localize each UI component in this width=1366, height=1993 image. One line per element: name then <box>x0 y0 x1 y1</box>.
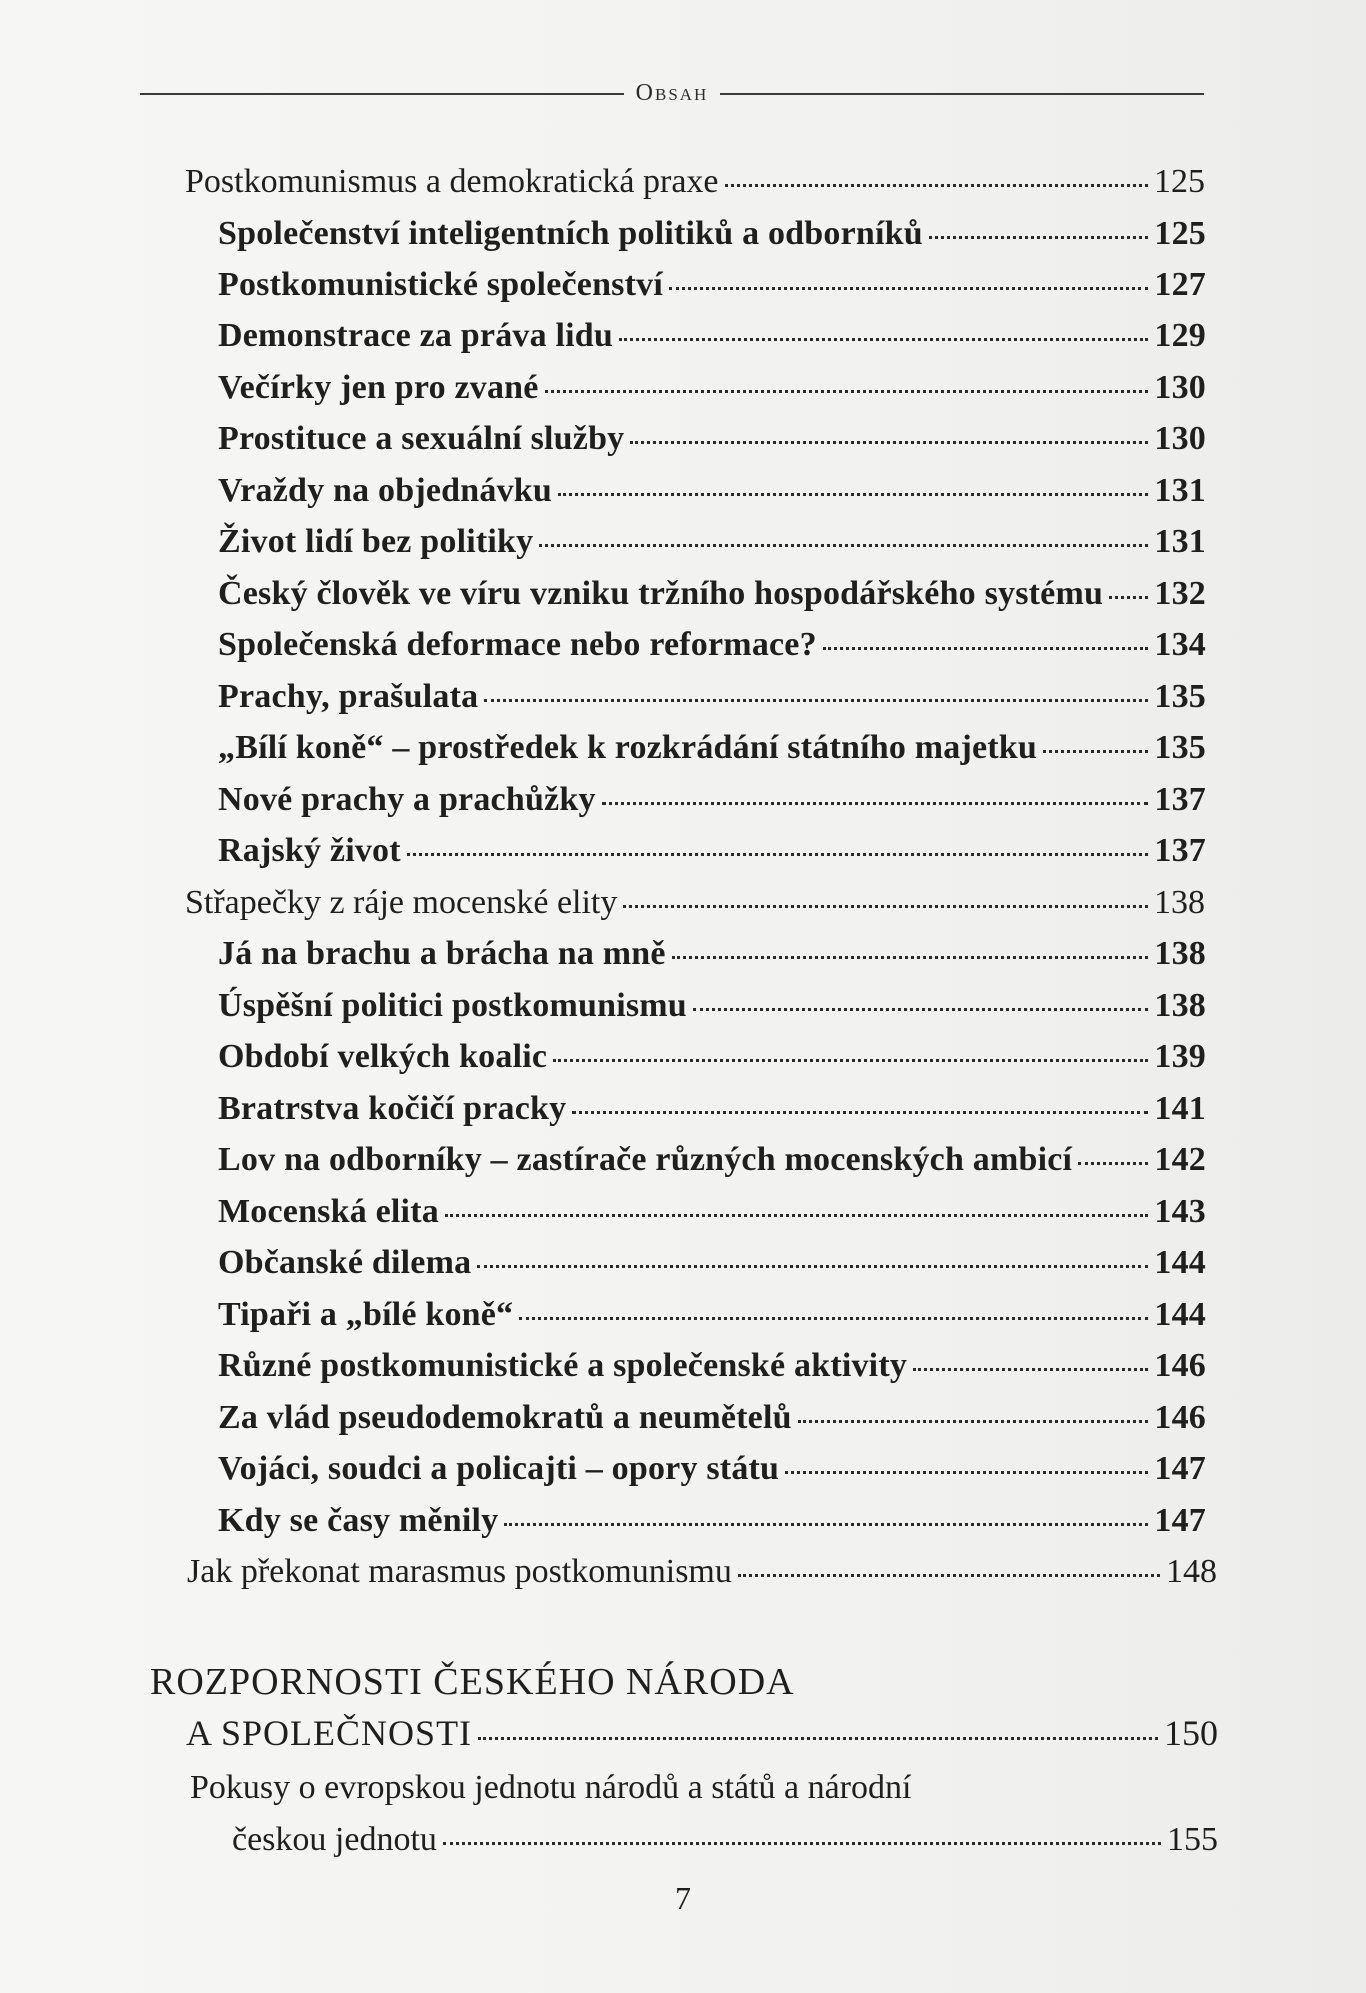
dot-leader <box>558 493 1148 496</box>
toc-entry-page: 147 <box>1154 1502 1206 1539</box>
toc-entry <box>218 1346 1206 1386</box>
dot-leader <box>407 853 1149 856</box>
toc-entry-page: 129 <box>1154 317 1206 354</box>
chapter-title-label: A SPOLEČNOSTI <box>186 1713 473 1753</box>
dot-leader <box>623 905 1148 908</box>
toc-entry-page: 130 <box>1154 420 1206 457</box>
toc-entry-page: 155 <box>1167 1821 1218 1858</box>
dot-leader <box>478 1737 1158 1740</box>
dot-leader <box>553 1059 1148 1062</box>
toc-entry-page: 125 <box>1154 215 1206 252</box>
toc-entry-page: 135 <box>1154 678 1206 715</box>
page-number: 7 <box>675 1880 691 1916</box>
chapter-title-line1: ROZPORNOSTI ČESKÉHO NÁRODA <box>150 1661 795 1703</box>
toc-entry-page: 138 <box>1154 987 1206 1024</box>
running-title: Obsah <box>635 80 709 106</box>
dot-leader <box>484 699 1148 702</box>
toc-entry-label: Různé postkomunistické a společenské aktivity <box>218 1347 908 1384</box>
toc-entry-page: 147 <box>1154 1450 1206 1487</box>
toc-entry <box>218 1089 1206 1129</box>
dot-leader <box>619 338 1148 341</box>
dot-leader <box>445 1214 1148 1217</box>
toc-entry-page: 132 <box>1154 575 1206 612</box>
toc-entry-page: 137 <box>1154 781 1206 818</box>
toc-entry <box>218 1449 1206 1489</box>
toc-entry-label: Tipaři a „bílé koně“ <box>218 1296 514 1333</box>
toc-entry-label: Jak překonat marasmus postkomunismu <box>187 1553 732 1590</box>
toc-entry-label: Za vlád pseudodemokratů a neumětelů <box>218 1399 792 1436</box>
dot-leader <box>738 1574 1160 1577</box>
toc-entry-label: Demonstrace za práva lidu <box>218 317 614 354</box>
toc-entry-label: Lov na odborníky – zastírače různých mocenských ambicí <box>218 1141 1073 1178</box>
toc-entry <box>218 625 1206 665</box>
toc-entry <box>218 522 1206 562</box>
toc-entry <box>218 1037 1206 1077</box>
toc-entry-label: Prachy, prašulata <box>218 678 479 715</box>
toc-entry <box>218 1140 1206 1180</box>
toc-entry-label: Nové prachy a prachůžky <box>218 781 596 818</box>
toc-entry-page: 131 <box>1154 472 1206 509</box>
toc-entry-label: Postkomunismus a demokratická praxe <box>185 163 719 200</box>
toc-entry-page: 130 <box>1154 369 1206 406</box>
toc-entry-label: Společenství inteligentních politiků a odborníků <box>218 215 923 252</box>
toc-entry <box>185 883 1205 923</box>
toc-entry <box>218 934 1206 974</box>
dot-leader <box>443 1842 1161 1845</box>
toc-entry <box>218 214 1206 254</box>
toc-entry-label: Střapečky z ráje mocenské elity <box>185 884 618 921</box>
toc-entry-label: Život lidí bez politiky <box>218 523 534 560</box>
dot-leader <box>539 544 1148 547</box>
toc-entry <box>218 471 1206 511</box>
toc-entry <box>187 1552 1217 1592</box>
toc-entry <box>218 986 1206 1026</box>
toc-entry <box>218 419 1206 459</box>
dot-leader <box>669 287 1148 290</box>
header-rule-right <box>720 93 1204 95</box>
toc-entry-label: Bratrstva kočičí pracky <box>218 1090 567 1127</box>
toc-entry-label: Prostituce a sexuální služby <box>218 420 625 457</box>
toc-entry-line1: Pokusy o evropskou jednotu národů a států a národní <box>190 1769 912 1806</box>
dot-leader <box>519 1317 1148 1320</box>
toc-entry-page: 139 <box>1154 1038 1206 1075</box>
toc-entry-label: Večírky jen pro zvané <box>218 369 539 406</box>
toc-entry-label: Kdy se časy měnily <box>218 1502 499 1539</box>
dot-leader <box>630 441 1148 444</box>
toc-entry-label: Mocenská elita <box>218 1193 439 1230</box>
toc-entry <box>218 728 1206 768</box>
toc-entry <box>218 677 1206 717</box>
toc-entry-page: 134 <box>1154 626 1206 663</box>
toc-entry <box>218 1501 1206 1541</box>
toc-entry <box>218 1295 1206 1335</box>
toc-entry <box>218 265 1206 305</box>
toc-entry-page: 146 <box>1154 1347 1206 1384</box>
toc-entry-page: 135 <box>1154 729 1206 766</box>
dot-leader <box>545 390 1149 393</box>
toc-entry-page: 144 <box>1154 1244 1206 1281</box>
dot-leader <box>1109 596 1148 599</box>
toc-entry <box>218 574 1206 614</box>
toc-entry-label: Vraždy na objednávku <box>218 472 552 509</box>
dot-leader <box>693 1008 1148 1011</box>
toc-entry <box>218 1192 1206 1232</box>
dot-leader <box>1078 1162 1148 1165</box>
toc-entry-page: 146 <box>1154 1399 1206 1436</box>
toc-entry-label: Postkomunistické společenství <box>218 266 663 303</box>
running-head <box>140 80 1204 107</box>
toc-entry <box>218 831 1206 871</box>
toc-entry-page: 125 <box>1154 163 1205 200</box>
toc-entry <box>218 1243 1206 1283</box>
dot-leader <box>1043 750 1148 753</box>
toc-entry-page: 131 <box>1154 523 1206 560</box>
dot-leader <box>572 1111 1148 1114</box>
toc-entry-page: 138 <box>1154 935 1206 972</box>
toc-entry-label: českou jednotu <box>232 1821 437 1858</box>
toc-entry-page: 142 <box>1154 1141 1206 1178</box>
toc-entry-label: Vojáci, soudci a policajti – opory státu <box>218 1450 780 1487</box>
dot-leader <box>798 1420 1149 1423</box>
dot-leader <box>823 647 1149 650</box>
dot-leader <box>504 1523 1148 1526</box>
toc-entry-page: 148 <box>1166 1553 1217 1590</box>
toc-entry <box>185 162 1205 202</box>
dot-leader <box>913 1368 1148 1371</box>
toc-entry-page: 143 <box>1154 1193 1206 1230</box>
toc-entry-label: Já na brachu a brácha na mně <box>218 935 666 972</box>
chapter-page: 150 <box>1164 1713 1218 1753</box>
toc-entry-label: Společenská deformace nebo reformace? <box>218 626 817 663</box>
toc-entry-label: Úspěšní politici postkomunismu <box>218 987 687 1024</box>
toc-entry-page: 144 <box>1154 1296 1206 1333</box>
toc-entry-page: 127 <box>1154 266 1206 303</box>
toc-entry-label: „Bílí koně“ – prostředek k rozkrádání státního majetku <box>218 729 1038 766</box>
toc-entry-page: 141 <box>1154 1090 1206 1127</box>
chapter-title-line2 <box>186 1713 1218 1753</box>
dot-leader <box>477 1265 1148 1268</box>
dot-leader <box>929 236 1149 239</box>
toc-entry-page: 138 <box>1154 884 1205 921</box>
toc-entry-label: Rajský život <box>218 832 401 869</box>
header-rule-left <box>140 93 624 95</box>
toc-entry-label: Občanské dilema <box>218 1244 472 1281</box>
toc-entry <box>218 1398 1206 1438</box>
dot-leader <box>602 802 1149 805</box>
toc-entry <box>218 368 1206 408</box>
dot-leader <box>725 184 1148 187</box>
dot-leader <box>785 1471 1148 1474</box>
toc-entry <box>218 780 1206 820</box>
dot-leader <box>672 956 1149 959</box>
toc-entry <box>218 316 1206 356</box>
toc-entry-label: Období velkých koalic <box>218 1038 548 1075</box>
toc-entry-line2 <box>232 1820 1218 1860</box>
toc-entry-page: 137 <box>1154 832 1206 869</box>
toc-entry-label: Český člověk ve víru vzniku tržního hospodářského systému <box>218 575 1104 612</box>
